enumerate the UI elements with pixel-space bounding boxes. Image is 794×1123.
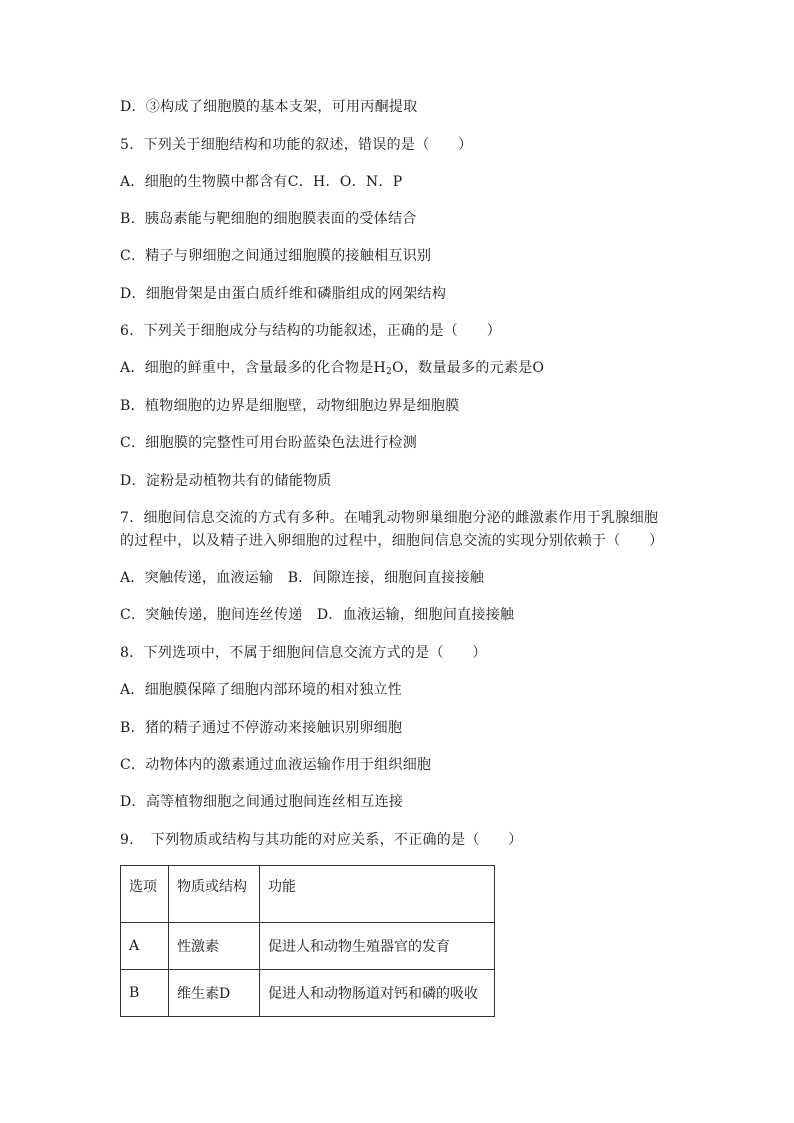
question-9: 9． 下列物质或结构与其功能的对应关系，不正确的是（ ） [120,832,523,848]
line-q8-d: D．高等植物细胞之间通过胞间连丝相互连接 [120,794,404,810]
table-header-cell: 功能 [260,866,495,923]
question-9-table [120,865,495,1017]
table-cell: B [121,970,169,1017]
q6a-subscript: 2 [386,367,393,377]
question-6: 6．下列关于细胞成分与结构的功能叙述，正确的是（ ） [120,323,502,339]
q6a-text-before: A．细胞的鲜重中，含量最多的化合物是H [120,360,387,376]
table-row [121,970,495,1017]
line-q6-a [120,359,544,381]
table-header-cell: 选项 [121,866,169,923]
line-q7-ab: A．突触传递，血液运输 B．间隙连接，细胞间直接接触 [120,570,485,586]
table-cell: A [121,923,169,970]
q6a-text-after: O，数量最多的元素是O [392,360,545,376]
table-cell: 促进人和动物肠道对钙和磷的吸收 [260,970,495,1017]
table-row [121,923,495,970]
line-q5-d: D．细胞骨架是由蛋白质纤维和磷脂组成的网架结构 [120,286,447,302]
question-7-line-2: 的过程中，以及精子进入卵细胞的过程中，细胞间信息交流的实现分别依赖于（ ） [120,533,664,549]
table-cell: 性激素 [169,923,260,970]
line-q5-a: A．细胞的生物膜中都含有C．H．O．N．P [120,174,403,190]
line-q8-a: A．细胞膜保障了细胞内部环境的相对独立性 [120,682,403,698]
line-q5-c: C．精子与卵细胞之间通过细胞膜的接触相互识别 [120,248,432,264]
table-cell: 维生素D [169,970,260,1017]
line-q5-b: B．胰岛素能与靶细胞的细胞膜表面的受体结合 [120,211,417,227]
line-q4-d: D．③构成了细胞膜的基本支架，可用丙酮提取 [120,99,418,115]
question-5: 5．下列关于细胞结构和功能的叙述，错误的是（ ） [120,137,473,153]
question-8: 8．下列选项中，不属于细胞间信息交流方式的是（ ） [120,645,487,661]
line-q6-d: D．淀粉是动植物共有的储能物质 [120,473,332,489]
table-cell: 促进人和动物生殖器官的发育 [260,923,495,970]
line-q8-c: C．动物体内的激素通过血液运输作用于组织细胞 [120,757,432,773]
question-7-line-1: 7．细胞间信息交流的方式有多种。在哺乳动物卵巢细胞分泌的雌激素作用于乳腺细胞 [120,510,659,526]
line-q8-b: B．猪的精子通过不停游动来接触识别卵细胞 [120,720,403,736]
line-q6-b: B．植物细胞的边界是细胞壁，动物细胞边界是细胞膜 [120,398,460,414]
line-q6-c: C．细胞膜的完整性可用台盼蓝染色法进行检测 [120,435,418,451]
table-header-row [121,866,495,923]
line-q7-cd: C．突触传递，胞间连丝传递 D．血液运输，细胞间直接接触 [120,607,515,623]
table-header-cell: 物质或结构 [169,866,260,923]
